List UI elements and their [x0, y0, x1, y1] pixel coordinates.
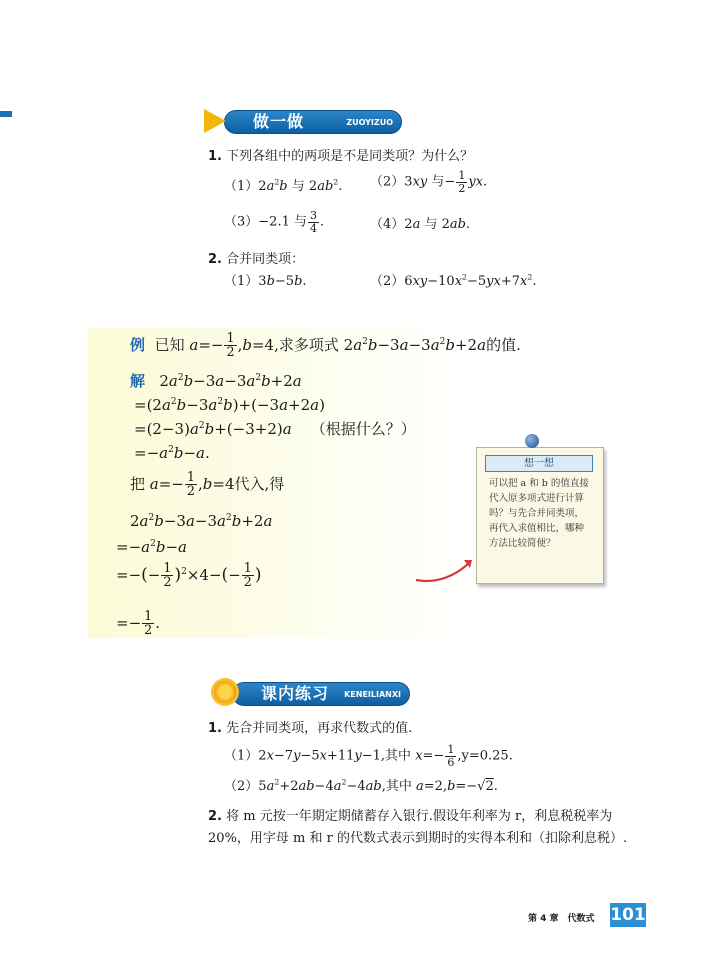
item-label: （1） — [224, 179, 259, 194]
condition-text: 其中 — [385, 779, 412, 794]
banner-bar — [224, 110, 402, 134]
q1-item-2: （2）3xy 与− $\frac{1}{2}$ yx. — [370, 169, 488, 195]
fraction: $\frac{3}{4}$ — [310, 209, 318, 235]
eval-line-4: =− $\frac{1}{2}$ . — [116, 609, 161, 639]
solution-line-2: $=(2a^2b-3a^2b)+(-3a+2a)$ — [134, 396, 325, 414]
substitute-suffix: 代入,得 — [234, 474, 285, 493]
item-label: （4） — [370, 217, 405, 232]
connector: 与 — [431, 174, 445, 190]
question-number: 2. — [208, 252, 222, 267]
question-number: 1. — [208, 721, 222, 736]
fraction: $\frac{1}{2}$ — [458, 169, 466, 195]
note-title: 想一想 — [485, 455, 593, 472]
substitute-prefix: 把 — [130, 474, 146, 493]
eval-line-2: $=-a^2b-a$ — [116, 538, 187, 556]
solution-label: 解 — [130, 372, 146, 390]
item-label: （1） — [224, 748, 259, 764]
item-label: （2） — [224, 779, 259, 794]
question-text: 将 m 元按一年期定期储蓄存入银行.假设年利率为 r，利息税税率为 20%，用字母 m 和 r 的代数式表示到期时的实得本利和（扣除利息税）. — [208, 809, 628, 846]
question-number: 2. — [208, 809, 222, 824]
practice-q1-item-1: （1）2x−7y−5x+11y−1,其中 x=− $\frac{1}{6}$ ,y=0.25. — [224, 743, 513, 769]
question-text: 下列各组中的两项是不是同类项？为什么？ — [226, 149, 474, 164]
chapter-tab-marker — [0, 111, 12, 117]
example-label: 例 — [130, 335, 146, 354]
section-banner-zuoyizuo — [204, 107, 404, 133]
think-note-card — [476, 447, 604, 584]
q1-item-4: （4）2a 与 2ab. — [370, 217, 471, 232]
q2-item-2: $(2)6xy-10x^2-5yx+7x^2$. — [370, 272, 537, 289]
connector: 与 — [424, 217, 438, 232]
fraction: $\frac{1}{2}$ — [226, 331, 235, 361]
page-number: 101 — [610, 905, 646, 925]
triangle-icon — [204, 109, 226, 133]
fraction: $\frac{1}{2}$ — [243, 561, 252, 591]
q2-item-1: （1）3b−5b. — [224, 274, 307, 289]
annotation: （根据什么？） — [310, 420, 416, 438]
item-label: （2） — [370, 174, 405, 190]
banner-subtitle: ZUOYIZUO — [346, 118, 393, 127]
fraction: $\frac{1}{2}$ — [186, 470, 196, 500]
solution-line-3: $=(2-3)a^2b+(-3+2)a$ （根据什么？） — [134, 420, 416, 438]
banner-bar — [232, 682, 410, 706]
item-label: （3） — [224, 214, 259, 230]
question-text: 合并同类项： — [226, 252, 305, 267]
practice-question-1 — [208, 718, 628, 740]
banner-title: 做一做 — [253, 112, 305, 131]
solution-line-1: 解 $2a^2b-3a-3a^2b+2a$ — [130, 372, 302, 390]
connector: 与 — [291, 179, 305, 194]
example-suffix-2: 的值. — [486, 335, 521, 354]
eval-line-3: =−(− $\frac{1}{2}$ )$^2$×4−(− $\frac{1}{2}$ ) — [116, 561, 262, 591]
example-statement: 例 已知 a=− $\frac{1}{2}$ ,b=4,求多项式 $2a^2b-3a-3a^2b+2a$的值. — [130, 331, 521, 361]
example-prefix: 已知 — [154, 335, 185, 354]
question-1 — [208, 146, 628, 168]
sun-icon — [214, 681, 236, 703]
q1-item-1: $(1)2a^2b$ 与 $2ab^2$. — [224, 177, 343, 194]
question-2 — [208, 249, 304, 271]
curved-arrow-icon — [412, 552, 478, 586]
fraction: $\frac{1}{2}$ — [144, 609, 153, 639]
connector: 与 — [293, 214, 307, 230]
pushpin-icon — [525, 434, 539, 448]
note-body: 可以把 a 和 b 的值直接代入原多项式进行计算吗？与先合并同类项，再代入求值相比，哪种方法比较简便？ — [489, 478, 589, 549]
item-label: （2） — [370, 274, 405, 289]
section-banner-keneilianxi — [212, 679, 412, 705]
banner-title: 课内练习 — [261, 684, 330, 703]
question-text: 先合并同类项，再求代数式的值. — [226, 721, 413, 736]
question-number: 1. — [208, 149, 222, 164]
item-label: （1） — [224, 274, 259, 289]
eval-line-1: $2a^2b-3a-3a^2b+2a$ — [130, 512, 273, 530]
chapter-footer: 第 4 章 代数式 — [528, 914, 595, 924]
q1-item-3: （3）−2.1 与 $\frac{3}{4}$ . — [224, 209, 325, 235]
solution-line-4: $=-a^2b-a$. — [134, 444, 210, 462]
practice-q1-item-2: $(2)5a^2+2ab-4a^2-4ab$,其中 a=2,b=−√2. — [224, 777, 498, 794]
banner-subtitle: KENEILIANXI — [344, 690, 401, 699]
practice-question-2 — [208, 806, 646, 850]
condition-text: 其中 — [385, 748, 412, 764]
fraction: $\frac{1}{2}$ — [163, 561, 172, 591]
substitute-line: 把 a=− $\frac{1}{2}$ ,b=4代入,得 — [130, 470, 285, 500]
fraction: $\frac{1}{6}$ — [447, 743, 455, 769]
condition-y: y=0.25. — [461, 748, 513, 764]
example-suffix: ,求多项式 — [274, 335, 339, 354]
